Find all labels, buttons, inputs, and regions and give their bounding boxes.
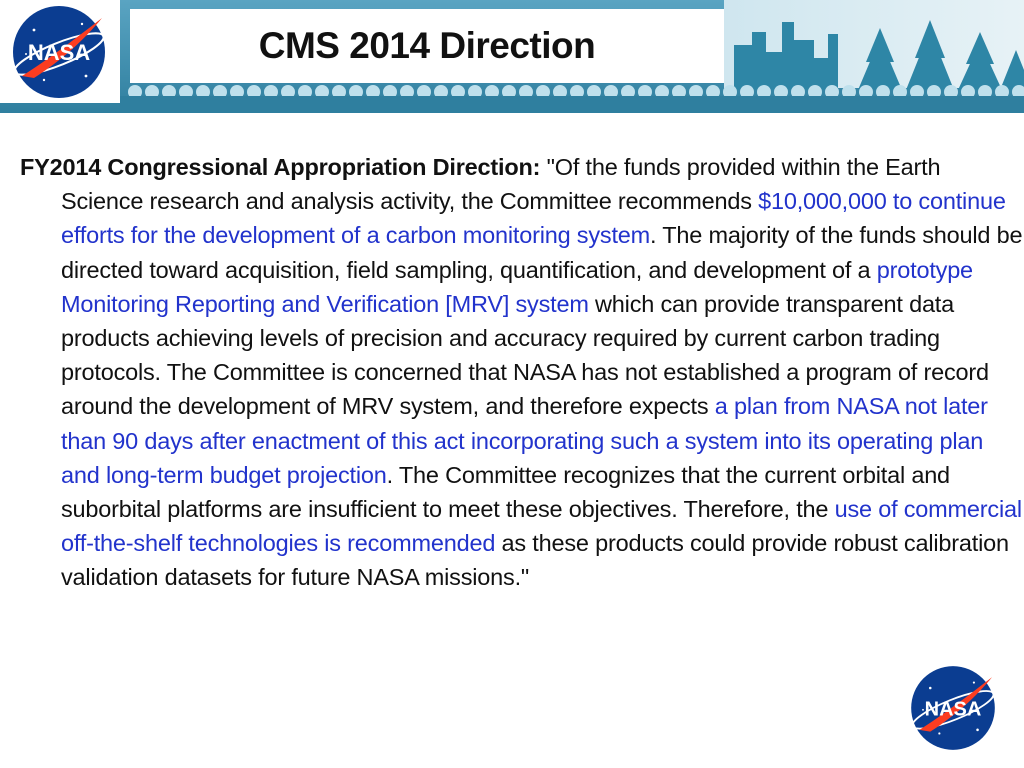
nasa-logo-bottom-icon — [903, 662, 1003, 754]
paragraph-text-2: . The majority of the funds should be directed toward acquisition, field sampling, quantification, and development of a — [61, 222, 1023, 283]
svg-text:NASA: NASA — [924, 698, 982, 721]
logo-panel — [0, 0, 120, 103]
highlight-mrv-system: prototype Monitoring Reporting and Verification [MRV] system — [61, 256, 973, 317]
paragraph-lead: FY2014 Congressional Appropriation Direction: — [20, 154, 541, 180]
svg-text:NASA: NASA — [27, 40, 91, 65]
page-title: CMS 2014 Direction — [258, 25, 596, 66]
nasa-logo-icon — [4, 2, 114, 102]
highlight-cots: use of commercial off-the-shelf technologies is recommended — [61, 496, 1022, 557]
paragraph-text-5: as these products could provide robust calibration validation datasets for future NASA missions." — [61, 530, 1009, 591]
paragraph-text-4: . The Committee recognizes that the current orbital and suborbital platforms are insufficient to meet these objectives. Therefore, the — [61, 461, 950, 523]
paragraph-text-3: which can provide transparent data products achieving levels of precision and accuracy required by current carbon trading protocols. The Committee is concerned that NASA has not established a program of record around the development of MRV system, and therefore expects — [61, 290, 989, 420]
highlight-funding: $10,000,000 to continue efforts for the development of a carbon monitoring system — [61, 188, 1006, 249]
highlight-plan: a plan from NASA not later than 90 days after enactment of this act incorporating such a system into its operating plan and long-term budget projection — [61, 393, 988, 488]
body-paragraph — [20, 150, 1024, 595]
paragraph-text-1: "Of the funds provided within the Earth Science research and analysis activity, the Committee recommends — [61, 154, 941, 215]
title-box — [130, 9, 724, 83]
